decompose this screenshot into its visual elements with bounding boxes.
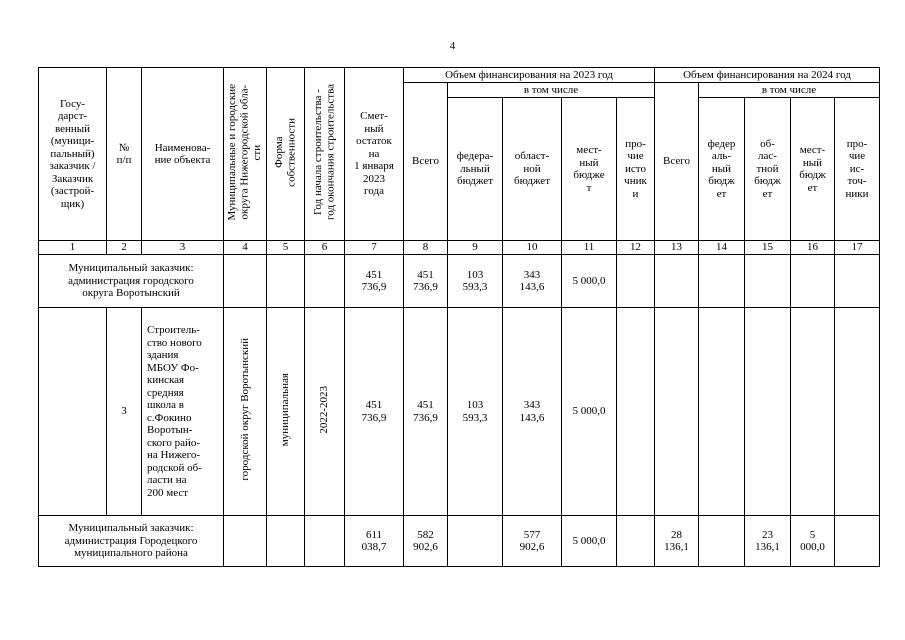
federal-2023-value: 103 593,3 <box>448 308 503 516</box>
object-years: 2022-2023 <box>318 385 331 434</box>
regional-2024-value: 23 136,1 <box>745 516 791 567</box>
column-number: 13 <box>655 241 699 255</box>
object-ownership: муниципальная <box>279 373 292 447</box>
local-2023-value: 5 000,0 <box>562 308 617 516</box>
total-2023-value: 451 736,9 <box>404 308 448 516</box>
header-regional-2024: об- лас- тной бюдж ет <box>745 98 791 241</box>
total-2023-value: 582 902,6 <box>404 516 448 567</box>
financing-table <box>38 67 880 567</box>
total-2024-value: 28 136,1 <box>655 516 699 567</box>
object-district: городской округ Воротынский <box>238 338 251 482</box>
header-number: № п/п <box>107 68 142 241</box>
table-row-customer-vorotynsky <box>39 255 880 308</box>
header-including-2023: в том числе <box>448 83 655 98</box>
header-local-2024: мест- ный бюдж ет <box>791 98 835 241</box>
column-number: 7 <box>345 241 404 255</box>
header-district: Муниципальные и городские округа Нижегородской обла- сти <box>226 84 264 221</box>
column-number: 5 <box>267 241 305 255</box>
column-number: 1 <box>39 241 107 255</box>
header-district-cell <box>224 68 267 241</box>
page-number: 4 <box>449 40 456 52</box>
header-ownership-cell <box>267 68 305 241</box>
header-regional-2023: област- ной бюджет <box>503 98 562 241</box>
column-number: 16 <box>791 241 835 255</box>
column-number: 3 <box>142 241 224 255</box>
customer-label: Муниципальный заказчик: администрация городского округа Воротынский <box>39 255 224 308</box>
header-local-2023: мест- ный бюдже т <box>562 98 617 241</box>
table-row-object <box>39 308 880 516</box>
estimate-balance-value: 451 736,9 <box>345 255 404 308</box>
header-financing-2023: Объем финансирования на 2023 год <box>404 68 655 83</box>
header-years: Год начала строительства - год окончания строительства <box>312 84 337 221</box>
column-number: 2 <box>107 241 142 255</box>
object-ownership-cell <box>267 308 305 516</box>
header-total-2024: Всего <box>655 83 699 241</box>
object-district-cell <box>224 308 267 516</box>
column-number: 11 <box>562 241 617 255</box>
object-name: Строитель- ство нового здания МБОУ Фо- кинская средняя школа в с.Фокино Воротын- ского райо- на Нижего- родской об- ласти на 200 мест <box>142 308 224 516</box>
header-including-2024: в том числе <box>699 83 880 98</box>
customer-label: Муниципальный заказчик: администрация Городецкого муниципального района <box>39 516 224 567</box>
local-2024-value: 5 000,0 <box>791 516 835 567</box>
column-number: 15 <box>745 241 791 255</box>
local-2023-value: 5 000,0 <box>562 516 617 567</box>
header-ownership: Форма собственности <box>273 117 298 187</box>
header-other-2023: про- чие исто чник и <box>617 98 655 241</box>
regional-2023-value: 577 902,6 <box>503 516 562 567</box>
regional-2023-value: 343 143,6 <box>503 308 562 516</box>
table-row-customer-gorodets <box>39 516 880 567</box>
estimate-balance-value: 451 736,9 <box>345 308 404 516</box>
total-2023-value: 451 736,9 <box>404 255 448 308</box>
object-years-cell <box>305 308 345 516</box>
federal-2023-value: 103 593,3 <box>448 255 503 308</box>
header-object-name: Наименова- ние объекта <box>142 68 224 241</box>
header-federal-2023: федера- льный бюджет <box>448 98 503 241</box>
column-number: 14 <box>699 241 745 255</box>
header-total-2023: Всего <box>404 83 448 241</box>
column-number: 6 <box>305 241 345 255</box>
column-number: 4 <box>224 241 267 255</box>
local-2023-value: 5 000,0 <box>562 255 617 308</box>
column-number: 8 <box>404 241 448 255</box>
regional-2023-value: 343 143,6 <box>503 255 562 308</box>
header-other-2024: про- чие ис- точ- ники <box>835 98 880 241</box>
estimate-balance-value: 611 038,7 <box>345 516 404 567</box>
object-number: 3 <box>107 308 142 516</box>
column-number: 10 <box>503 241 562 255</box>
header-customer: Госу- дарст- венный (муници- пальный) заказчик / Заказчик (застрой- щик) <box>39 68 107 241</box>
column-number: 17 <box>835 241 880 255</box>
column-number: 9 <box>448 241 503 255</box>
header-financing-2024: Объем финансирования на 2024 год <box>655 68 880 83</box>
column-number: 12 <box>617 241 655 255</box>
header-federal-2024: федер аль- ный бюдж ет <box>699 98 745 241</box>
header-estimate-balance: Смет- ный остаток на 1 января 2023 года <box>345 68 404 241</box>
header-years-cell <box>305 68 345 241</box>
